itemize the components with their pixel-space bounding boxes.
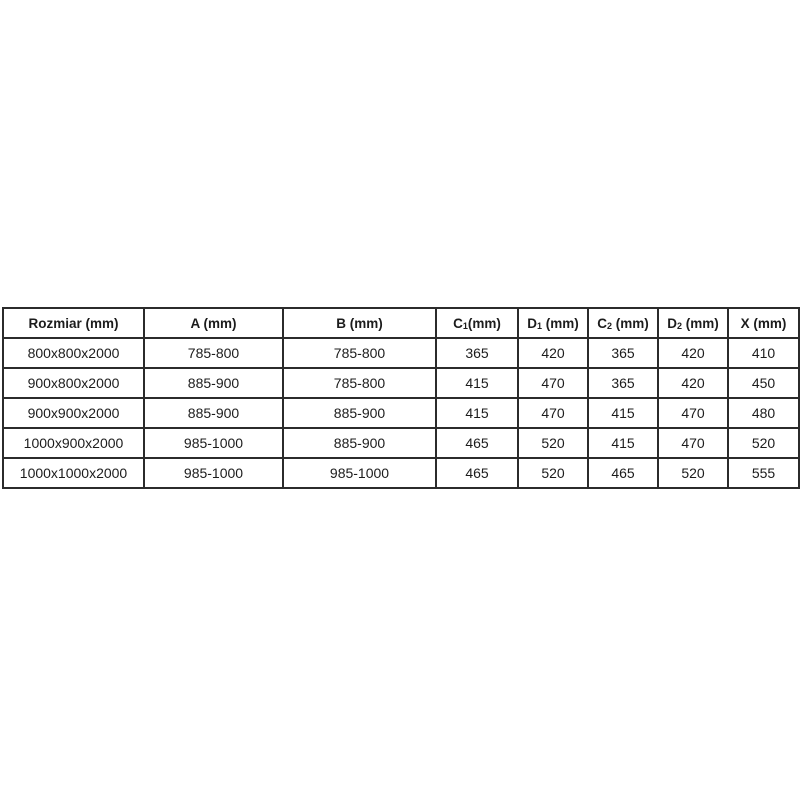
table-cell: 520 xyxy=(658,458,728,488)
table-row xyxy=(3,428,799,458)
table-cell: 480 xyxy=(728,398,799,428)
header-cell-rozmiar xyxy=(3,308,144,338)
table-cell: 520 xyxy=(518,458,588,488)
table-cell: 800x800x2000 xyxy=(3,338,144,368)
table-cell: 465 xyxy=(436,428,518,458)
table-cell: 985-1000 xyxy=(283,458,436,488)
table-cell: 415 xyxy=(436,368,518,398)
header-cell-b xyxy=(283,308,436,338)
header-label-subscript: 2 xyxy=(676,320,682,331)
table-cell: 420 xyxy=(658,338,728,368)
table-cell: 470 xyxy=(658,428,728,458)
header-cell-a xyxy=(144,308,283,338)
table-cell: 985-1000 xyxy=(144,428,283,458)
table-cell: 365 xyxy=(436,338,518,368)
header-cell-d1 xyxy=(518,308,588,338)
table-cell: 470 xyxy=(518,368,588,398)
header-label: C xyxy=(453,315,463,331)
header-cell-c2 xyxy=(588,308,658,338)
table-cell: 885-900 xyxy=(144,368,283,398)
table-cell: 1000x900x2000 xyxy=(3,428,144,458)
table-cell: 555 xyxy=(728,458,799,488)
header-label: X (mm) xyxy=(740,315,787,331)
table-cell: 410 xyxy=(728,338,799,368)
table-cell: 465 xyxy=(588,458,658,488)
table-cell: 420 xyxy=(518,338,588,368)
table-cell: 785-800 xyxy=(283,338,436,368)
header-cell-d2 xyxy=(658,308,728,338)
header-cell-c1mm xyxy=(436,308,518,338)
header-label: D xyxy=(527,315,537,331)
table-cell: 900x800x2000 xyxy=(3,368,144,398)
header-label-unit: (mm) xyxy=(542,315,579,331)
table-cell: 785-800 xyxy=(283,368,436,398)
table-row xyxy=(3,338,799,368)
size-spec-table xyxy=(2,307,800,489)
table-cell: 885-900 xyxy=(283,398,436,428)
table-cell: 415 xyxy=(436,398,518,428)
header-row xyxy=(3,308,799,338)
table-cell: 420 xyxy=(658,368,728,398)
table-cell: 900x900x2000 xyxy=(3,398,144,428)
header-label: D xyxy=(667,315,677,331)
table-body xyxy=(3,338,799,488)
header-label: B (mm) xyxy=(336,315,383,331)
table-cell: 470 xyxy=(658,398,728,428)
table-cell: 415 xyxy=(588,428,658,458)
table-cell: 465 xyxy=(436,458,518,488)
table-header xyxy=(3,308,799,338)
header-label-subscript: 1 xyxy=(462,320,468,331)
table-row xyxy=(3,458,799,488)
header-label: A (mm) xyxy=(190,315,237,331)
table-cell: 365 xyxy=(588,368,658,398)
header-label-unit: (mm) xyxy=(467,315,501,331)
table-row xyxy=(3,368,799,398)
table-cell: 885-900 xyxy=(283,428,436,458)
table-cell: 785-800 xyxy=(144,338,283,368)
table-cell: 520 xyxy=(728,428,799,458)
header-label-subscript: 1 xyxy=(536,320,542,331)
table-cell: 885-900 xyxy=(144,398,283,428)
header-label-unit: (mm) xyxy=(682,315,719,331)
table-cell: 470 xyxy=(518,398,588,428)
header-cell-x xyxy=(728,308,799,338)
header-label-unit: (mm) xyxy=(612,315,649,331)
header-label: Rozmiar (mm) xyxy=(28,315,119,331)
header-label: C xyxy=(597,315,607,331)
table-cell: 365 xyxy=(588,338,658,368)
header-label-subscript: 2 xyxy=(606,320,612,331)
table-cell: 985-1000 xyxy=(144,458,283,488)
table-cell: 415 xyxy=(588,398,658,428)
table-row xyxy=(3,398,799,428)
table-cell: 1000x1000x2000 xyxy=(3,458,144,488)
table-cell: 520 xyxy=(518,428,588,458)
table-cell: 450 xyxy=(728,368,799,398)
